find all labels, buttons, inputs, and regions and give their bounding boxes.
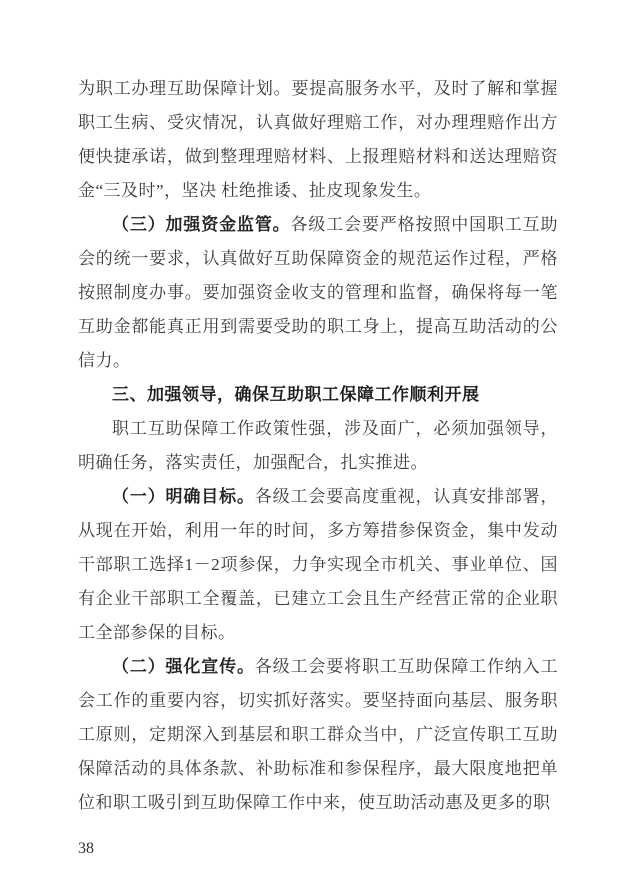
paragraph-continuation xyxy=(78,72,558,208)
paragraph-strengthen-publicity xyxy=(78,650,558,820)
paragraph-text: 各级工会要严格按照中国职工互助会的统一要求，认真做好互助保障资金的规范运作过程，严格按照制度办事。要加强资金收支的管理和监督，确保将每一笔互助金都能真正用到需要受助的职工身上，提高互助活动的公信力。 xyxy=(78,215,559,370)
section-heading: 三、加强领导，确保互助职工保障工作顺利开展 xyxy=(112,385,480,405)
paragraph-text: 各级工会要将职工互助保障工作纳入工会工作的重要内容，切实抓好落实。要坚持面向基层、服务职工原则，定期深入到基层和职工群众当中，广泛宣传职工互助保障活动的具体条款、补助标准和参保程序，最大限度地把单位和职工吸引到互助保障工作中来，使互助活动惠及更多的职 xyxy=(78,657,559,812)
paragraph-fund-supervision xyxy=(78,208,558,378)
page-number: 38 xyxy=(78,840,94,857)
paragraph-clear-goals xyxy=(78,480,558,650)
document-body xyxy=(78,72,558,820)
page-footer xyxy=(78,840,94,858)
paragraph-lead: （三）加强资金监管。 xyxy=(112,215,291,234)
paragraph-text: 为职工办理互助保障计划。要提高服务水平，及时了解和掌握职工生病、受灾情况，认真做好理赔工作，对办理理赔作出方便快捷承诺，做到整理理赔材料、上报理赔材料和送达理赔资金“三及时”，坚决 杜绝推诿、扯皮现象发生。 xyxy=(78,79,558,200)
paragraph-lead: （一）明确目标。 xyxy=(112,487,255,506)
paragraph-text: 职工互助保障工作政策性强，涉及面广，必须加强领导，明确任务，落实责任，加强配合，扎实推进。 xyxy=(78,419,558,472)
paragraph-lead: （二）强化宣传。 xyxy=(112,657,255,676)
paragraph-leadership-intro xyxy=(78,412,558,480)
paragraph-text: 各级工会要高度重视，认真安排部署，从现在开始，利用一年的时间，多方筹措参保资金，集中发动干部职工选择1－2项参保，力争实现全市机关、事业单位、国有企业干部职工全覆盖，已建立工会且生产经营正常的企业职工全部参保的目标。 xyxy=(78,487,559,642)
